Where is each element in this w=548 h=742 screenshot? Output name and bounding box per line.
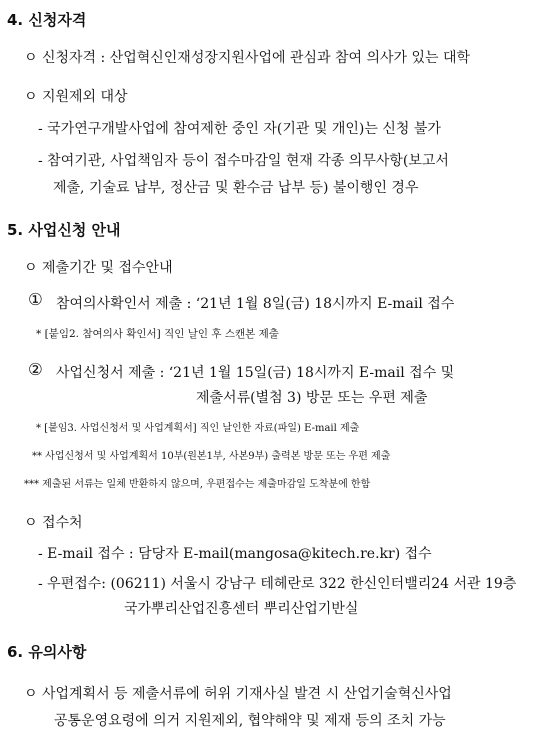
section-6-title: 6. 유의사항 (7, 643, 87, 661)
reception-email: - E-mail 접수 : 담당자 E-mail(mangosa@kitech.re.kr) 접수 (38, 546, 432, 562)
exclusion-item-2: - 참여기관, 사업책임자 등이 접수마감일 현재 각종 의무사항(보고서 (38, 153, 449, 169)
submission-note-3: *** 제출된 서류는 일체 반환하지 않으며, 우편접수는 제출마감일 도착분에 한함 (24, 479, 371, 490)
reception-mail: - 우편접수: (06211) 서울시 강남구 테헤란로 322 한신인터밸리24 서관 19층 (38, 576, 517, 592)
submission-note-2: ** 사업신청서 및 사업계획서 10부(원본1부, 사본9부) 출력본 방문 또는 우편 제출 (32, 451, 391, 462)
circled-number-1: ① (28, 290, 43, 309)
reception-mail-cont: 국가뿌리산업진흥센터 뿌리산업기반실 (124, 601, 359, 617)
caution-bullet-cont: 공통운영요령에 의거 지원제외, 협약해약 및 제재 등의 조치 가능 (54, 713, 446, 729)
submission-item-2-cont: 제출서류(별첨 3) 방문 또는 우편 제출 (196, 390, 428, 406)
submission-item-1-note: * [붙임2. 참여의사 확인서] 직인 날인 후 스캔본 제출 (36, 328, 279, 340)
submission-item-1: 참여의사확인서 제출 : ‘21년 1월 8일(금) 18시까지 E-mail 접수 (56, 296, 455, 312)
submission-item-2: 사업신청서 제출 : ‘21년 1월 15일(금) 18시까지 E-mail 접수 및 (56, 365, 455, 381)
reception-bullet: ㅇ 접수처 (24, 515, 83, 531)
submission-bullet: ㅇ 제출기간 및 접수안내 (24, 260, 173, 276)
section-5-title: 5. 사업신청 안내 (7, 221, 121, 239)
caution-bullet: ㅇ 사업계획서 등 제출서류에 허위 기재사실 발견 시 산업기술혁신사업 (24, 686, 452, 702)
exclusion-item-2-cont: 제출, 기술료 납부, 정산금 및 환수금 납부 등) 불이행인 경우 (53, 180, 419, 196)
exclusion-item-1: - 국가연구개발사업에 참여제한 중인 자(기관 및 개인)는 신청 불가 (38, 121, 441, 137)
section-4-title: 4. 신청자격 (7, 11, 87, 29)
circled-number-2: ② (28, 360, 43, 379)
exclusion-bullet: ㅇ 지원제외 대상 (24, 89, 128, 105)
submission-note-1: * [붙임3. 사업신청서 및 사업계획서] 직인 날인한 자료(파일) E-mail 제출 (36, 423, 360, 434)
eligibility-bullet: ㅇ 신청자격 : 산업혁신인재성장지원사업에 관심과 참여 의사가 있는 대학 (24, 50, 471, 66)
